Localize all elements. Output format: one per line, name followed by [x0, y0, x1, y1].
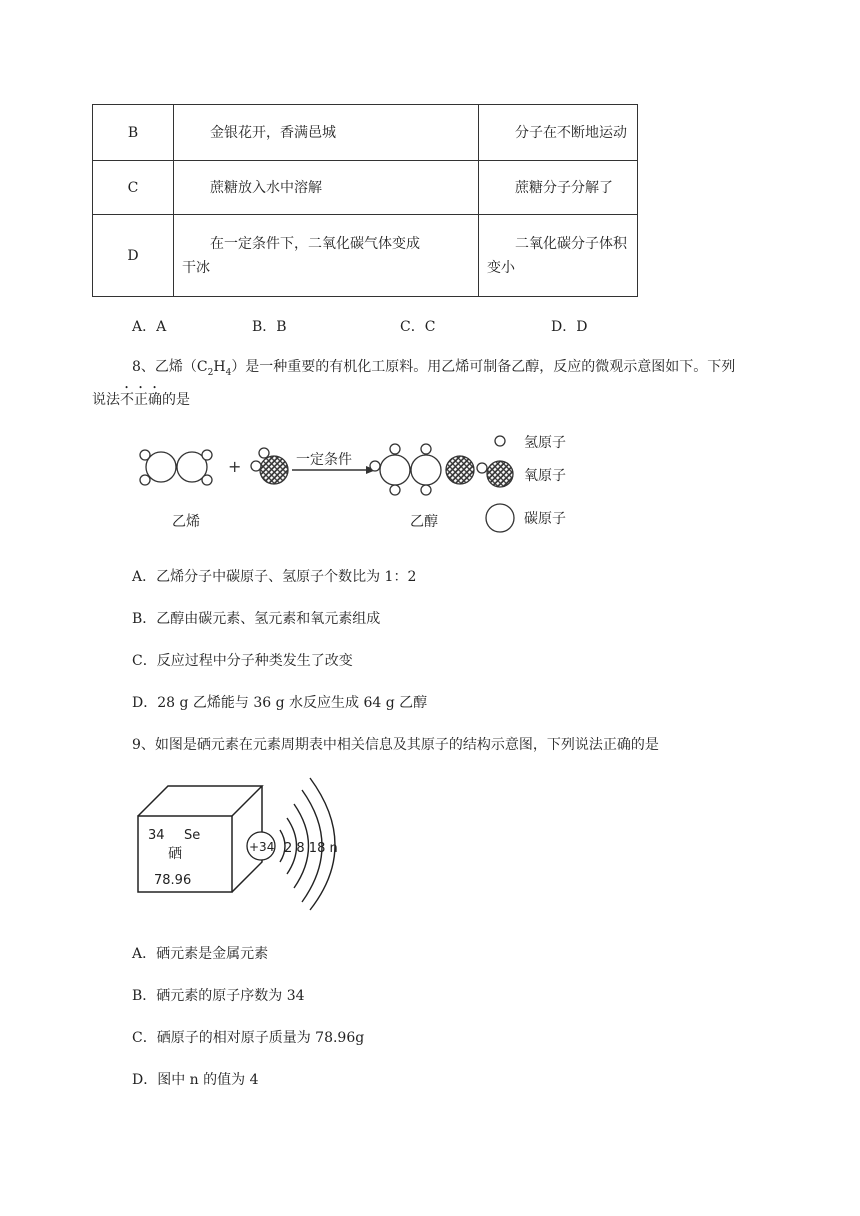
q7-options [0, 316, 860, 336]
q7-table [92, 104, 638, 297]
table-row [93, 161, 638, 215]
hydrogen-legend-label: 氢原子 [524, 435, 566, 451]
row-label: B [93, 105, 174, 161]
explanation-cell: 分子在不断地运动 [479, 105, 638, 161]
nucleus-charge: +34 [249, 840, 275, 854]
option-d[interactable]: D．D [551, 319, 588, 335]
oxygen-legend-icon [487, 461, 513, 487]
q9-stem: 9、如图是硒元素在元素周期表中相关信息及其原子的结构示意图，下列说法正确的是 [132, 737, 659, 753]
q9-option-b[interactable]: B．硒元素的原子序数为 34 [132, 988, 305, 1004]
element-name: 硒 [168, 846, 182, 862]
ethanol-label: 乙醇 [410, 514, 438, 530]
emphasis-text: 不正确 [120, 392, 162, 408]
element-symbol: Se [184, 828, 201, 843]
atomic-number: 34 [148, 828, 165, 843]
option-a[interactable]: A．A [132, 319, 167, 335]
shell-electrons: 2 8 18 n [284, 841, 338, 856]
q8-option-c[interactable]: C．反应过程中分子种类发生了改变 [132, 653, 353, 669]
reaction-condition: 一定条件 [296, 452, 352, 468]
hydrogen-legend-icon [495, 436, 505, 446]
water-molecule [251, 448, 288, 484]
option-c[interactable]: C．C [400, 319, 436, 335]
carbon-legend-label: 碳原子 [524, 511, 566, 527]
phenomenon-cell: 金银花开，香满邑城 [174, 105, 479, 161]
ethanol-molecule [370, 444, 487, 495]
row-label: C [93, 161, 174, 215]
explanation-cell: 蔗糖分子分解了 [479, 161, 638, 215]
q9-option-a[interactable]: A．硒元素是金属元素 [132, 946, 269, 962]
q8-stem-line2: 说法不正确的是 [92, 392, 190, 408]
legend [486, 436, 514, 532]
q8-option-b[interactable]: B．乙醇由碳元素、氢元素和氧元素组成 [132, 611, 381, 627]
ethylene-label: 乙烯 [172, 514, 200, 530]
carbon-legend-icon [486, 504, 514, 532]
q9-option-c[interactable]: C．硒原子的相对原子质量为 78.96g [132, 1030, 365, 1046]
atomic-mass: 78.96 [154, 873, 192, 888]
selenium-diagram [130, 774, 370, 914]
reaction-diagram [130, 424, 590, 544]
row-label: D [93, 215, 174, 297]
explanation-cell: 二氧化碳分子体积 变小 [479, 215, 638, 297]
phenomenon-cell: 在一定条件下，二氧化碳气体变成 干冰 [174, 215, 479, 297]
phenomenon-cell: 蔗糖放入水中溶解 [174, 161, 479, 215]
q8-stem-line1: 8、乙烯$(C_2H_4)$是一种重要的有机化工原料。用乙烯可制备乙醇，反应的微观示意图如下。下列 [132, 359, 736, 378]
oxygen-legend-label: 氧原子 [524, 468, 566, 484]
table-row [93, 215, 638, 297]
ethylene-molecule [140, 450, 212, 485]
table-row [93, 105, 638, 161]
plus-sign: + [228, 457, 242, 476]
option-b[interactable]: B．B [252, 319, 287, 335]
q8-option-d[interactable]: D．28 g 乙烯能与 36 g 水反应生成 64 g 乙醇 [132, 695, 428, 711]
q9-option-d[interactable]: D．图中 n 的值为 4 [132, 1072, 259, 1088]
q8-option-a[interactable]: A．乙烯分子中碳原子、氢原子个数比为 1：2 [132, 569, 417, 585]
